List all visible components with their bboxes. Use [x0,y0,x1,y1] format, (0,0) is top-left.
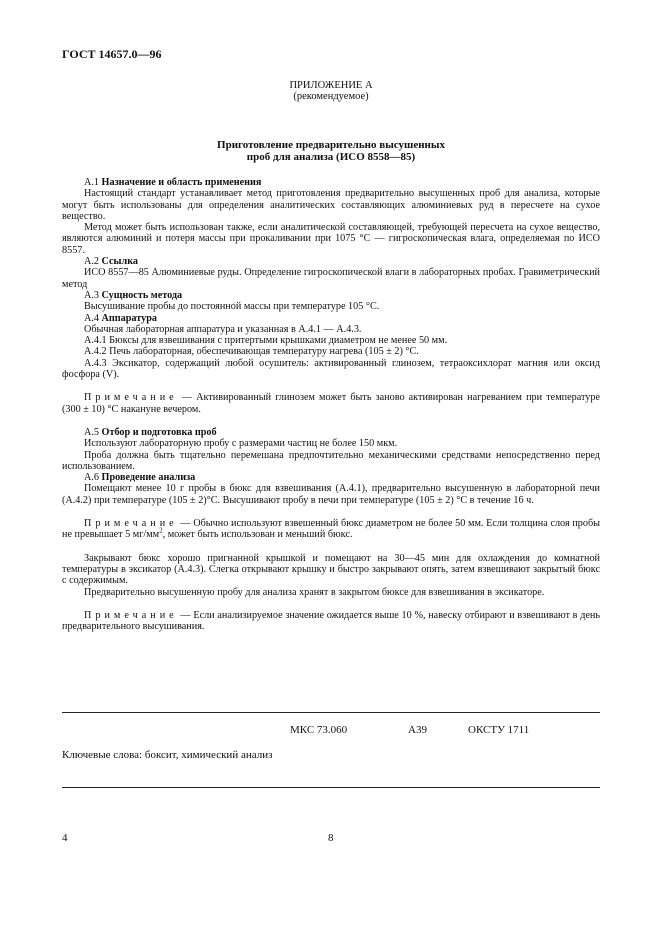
paragraph: Высушивание пробы до постоянной массы при температуре 105 °С. [84,301,380,313]
section-heading: А.2 Ссылка [84,256,139,268]
keywords: Ключевые слова: боксит, химический анализ [62,749,273,761]
paragraph: Закрывают бюкс хорошо пригнанной крышкой и помещают на 30—45 мин для охлаждения до комнатной температуры в эксикатор (А.4.3). Слегка открывают крышку и быстро закрывают опять, затем взвешивают закрытый бюкс с содержимым. [62,552,600,587]
divider [62,787,600,788]
paragraph: Проба должна быть тщательно перемешана предпочтительно механическими средствами непосредственно перед использованием. [62,449,600,472]
paragraph: А.4.1 Бюксы для взвешивания с притертыми крышками диаметром не менее 50 мм. [84,335,448,347]
paragraph: Метод может быть использован также, если аналитической составляющей, требующей пересчета на сухое вещество, являются алюминий и потеря массы при прокаливании при 1075 °С — гигроскопическая влага, определяемая по ИСО 8557. [62,222,600,256]
document-body [62,177,600,632]
title-line-2: проб для анализа (ИСО 8558—85) [246,151,416,163]
paragraph: Помещают менее 10 г пробы в бюкс для взвешивания (А.4.1), предварительно высушенную в лабораторной печи (А.4.2) при температуре (105 ± 2)°С. Высушивают пробу в печи при температуре (105 ± 2) °С в течение 16 ч. [62,483,600,506]
paragraph: А.4.2 Печь лабораторная, обеспечивающая температуру нагрева (105 ± 2) °С. [84,346,419,358]
section-heading: А.5 Отбор и подготовка проб [84,426,217,438]
document-code: ГОСТ 14657.0—96 [62,47,162,61]
annex-label: ПРИЛОЖЕНИЕ А [289,80,373,91]
section-heading: А.4 Аппаратура [84,312,157,324]
paragraph: Настоящий стандарт устанавливает метод приготовления предварительно высушенных проб для анализа, которые могут быть использованы для определения аналитических составляющих алюминиевых руд в пересчете на сухое вещество. [62,188,600,222]
annex-status: (рекомендуемое) [293,91,369,102]
section-heading: А.3 Сущность метода [84,289,183,301]
classification-codes [290,724,529,736]
page-number-center: 8 [328,832,334,844]
paragraph: А.4.3 Эксикатор, содержащий любой осушитель: активированный глинозем, тетраоксихлорат магния или оксид фосфора (V). [62,357,600,381]
paragraph: Обычная лабораторная аппаратура и указанная в А.4.1 — А.4.3. [84,323,362,335]
paragraph: ИСО 8557—85 Алюминиевые руды. Определение гигроскопической влаги в лабораторных пробах. Гравиметрический метод [62,267,600,290]
note: Примечание — Обычно используют взвешенный бюкс диаметром не более 50 мм. Если толщина слоя пробы не превышает 5 $мг/мм^2$, может быть использован и меньший бюкс. [62,518,600,541]
divider [62,712,600,713]
paragraph: Используют лабораторную пробу с размерами частиц не более 150 мкм. [84,438,398,450]
okstu-code: ОКСТУ 1711 [468,724,530,736]
note: Примечание — Активированный глинозем может быть заново активирован нагреванием при температуре (300 ± 10) °С накануне вечером. [62,392,600,415]
section-heading: А.1 Назначение и область применения [84,177,262,188]
title-line-1: Приготовление предварительно высушенных [217,139,445,151]
note: Примечание — Если анализируемое значение ожидается выше 10 %, навеску отбирают и взвешивают в день предварительного высушивания. [62,609,600,633]
page-number-left: 4 [62,832,68,844]
annex-title [62,139,600,163]
mks-code: МКС 73.060 [290,724,348,736]
section-heading: А.6 Проведение анализа [84,472,196,484]
group-code: А39 [408,724,427,736]
paragraph: Предварительно высушенную пробу для анализа хранят в закрытом бюксе для взвешивания в эксикаторе. [84,586,545,598]
